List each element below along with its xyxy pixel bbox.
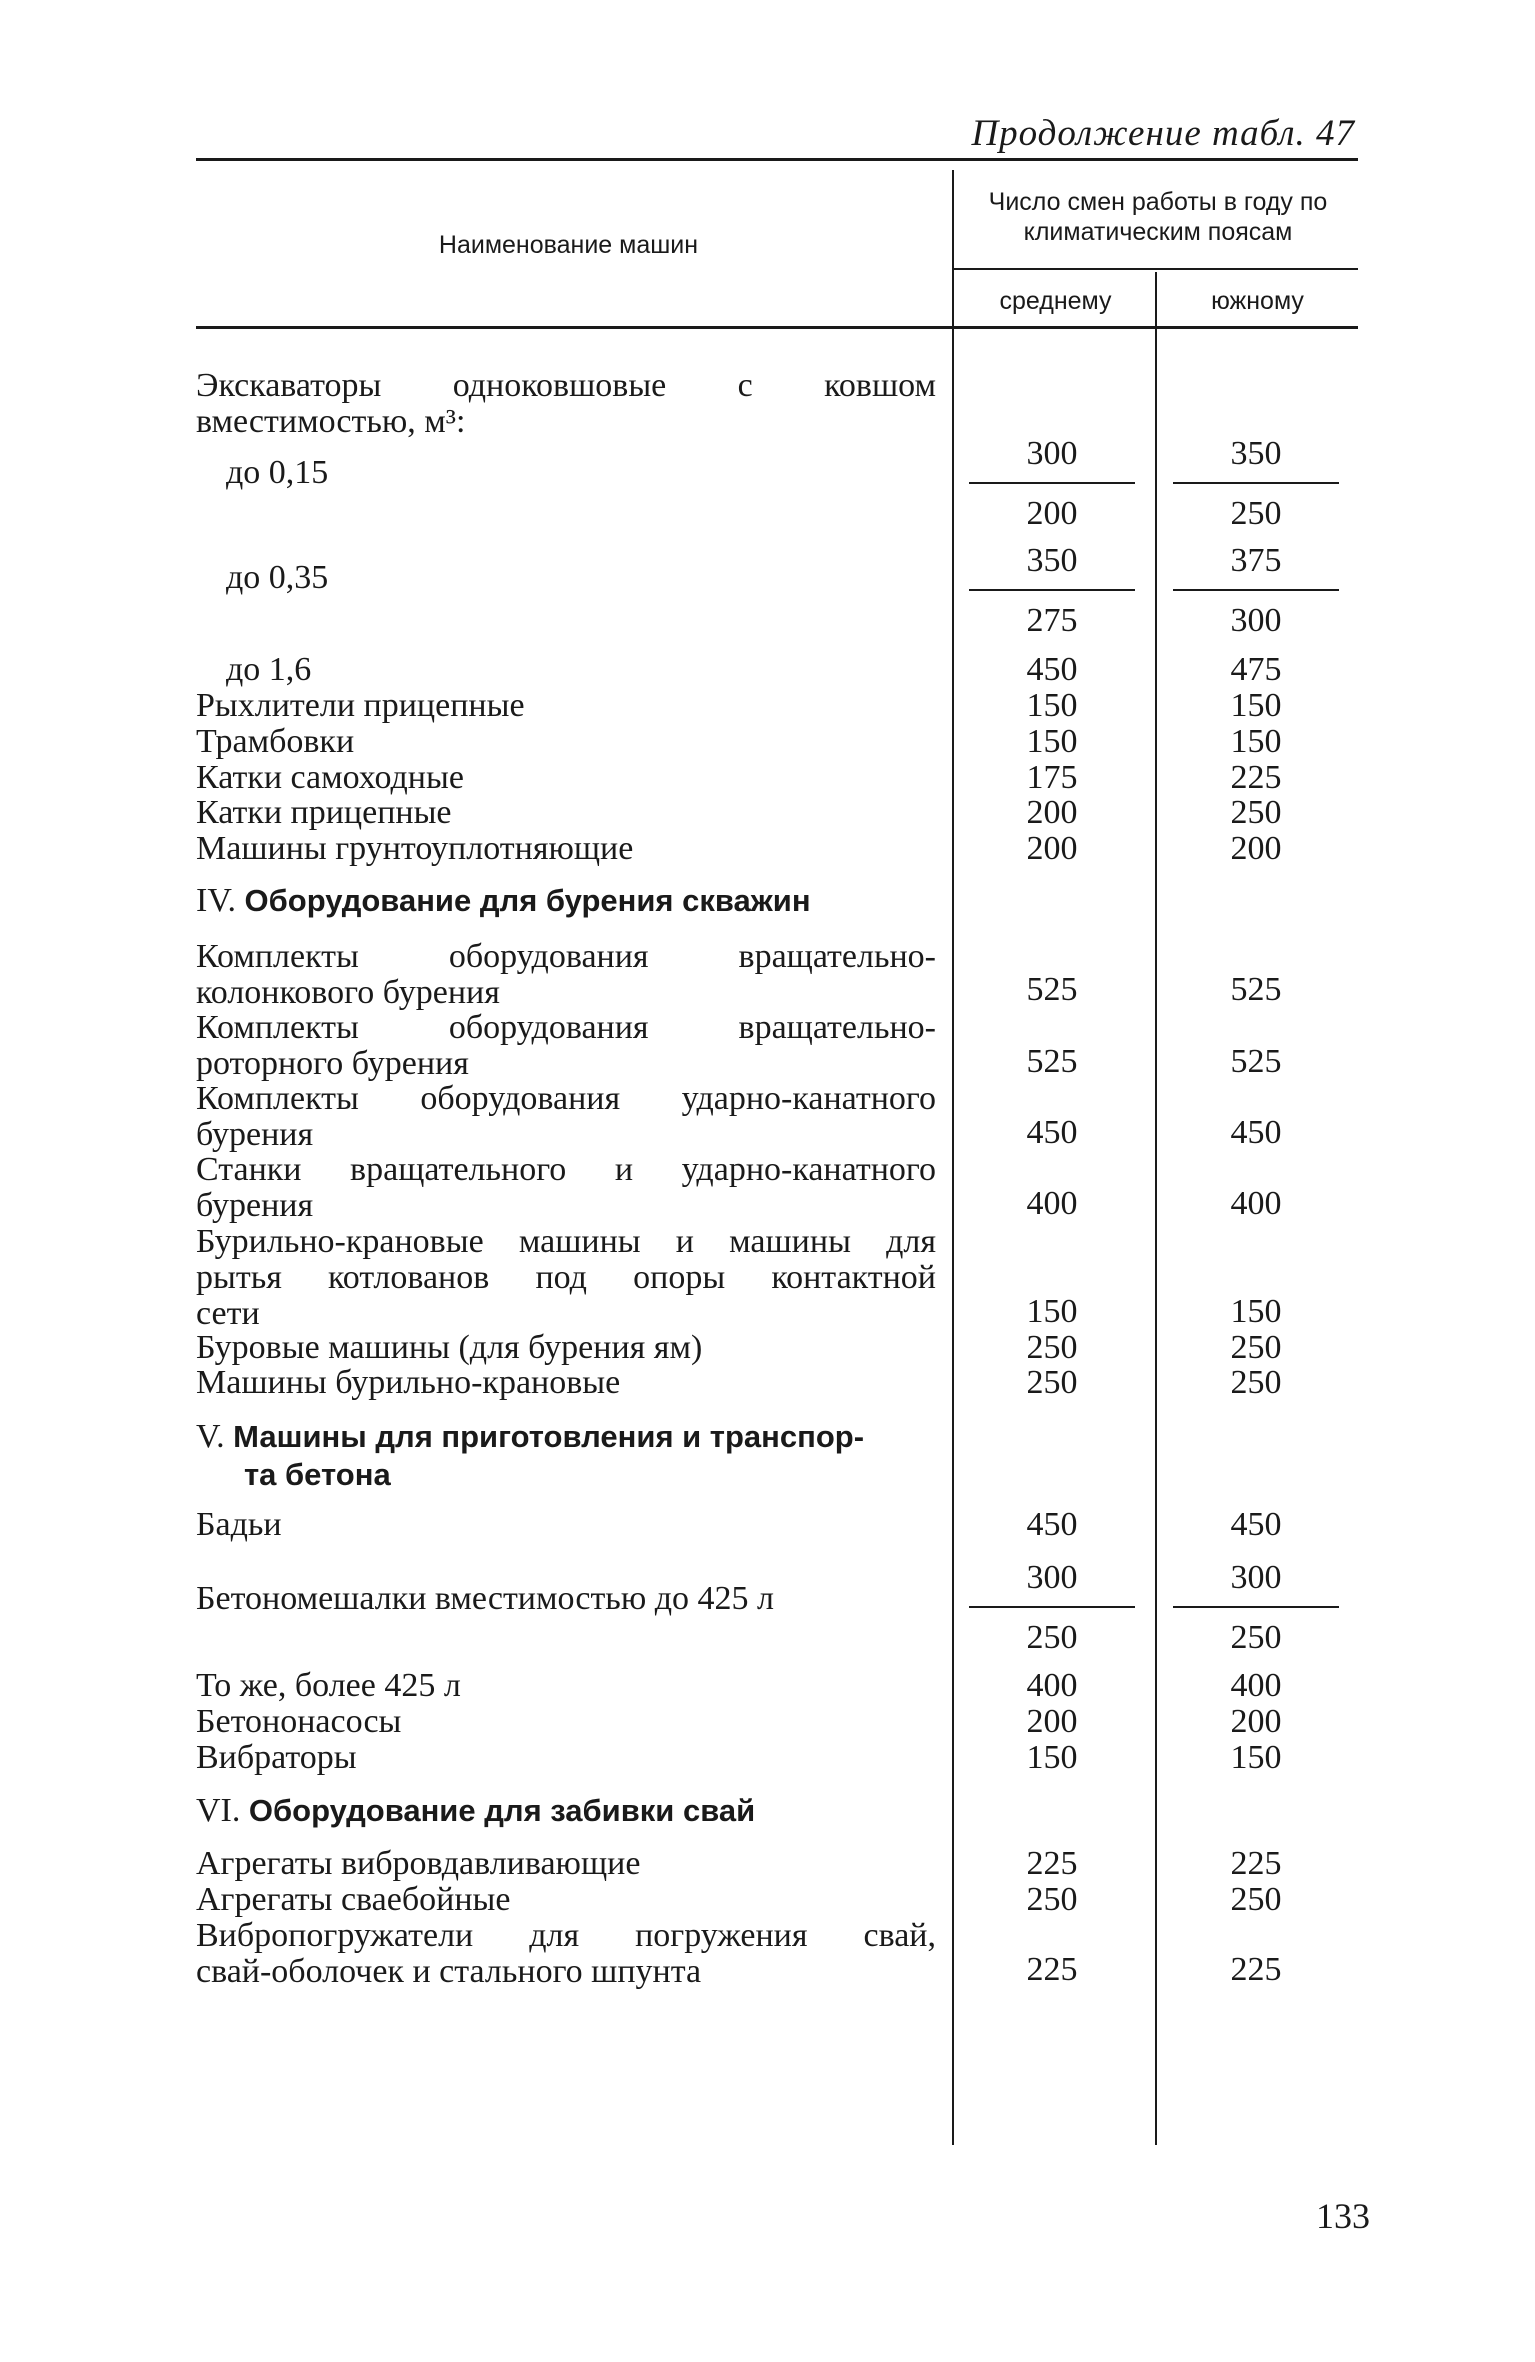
header-shifts-per-year: Число смен работы в году по климатическим поясам — [988, 188, 1328, 246]
bur-kran-line1: Бурильно-крановые машины и машины для — [196, 1223, 936, 1260]
ripper-label: Рыхлители прицепные — [196, 687, 525, 724]
drill-kit-3-middle: 450 — [1026, 1114, 1078, 1151]
vibrators-south: 150 — [1230, 1739, 1282, 1776]
fraction-top: 300 — [1230, 1559, 1282, 1596]
section-iv-heading — [196, 882, 941, 920]
pile-drivers-label: Агрегаты сваебойные — [196, 1881, 511, 1918]
tubs-label: Бадьи — [196, 1506, 282, 1543]
roller-trailed-middle: 200 — [1026, 794, 1078, 831]
page-number: 133 — [1316, 2196, 1370, 2236]
excavator-015-south — [1181, 436, 1331, 532]
section-v-title-line2: та бетона — [244, 1457, 391, 1492]
drill-rig-middle: 400 — [1026, 1185, 1078, 1222]
drill-kit-3-line1: Комплекты оборудования ударно-канатного — [196, 1080, 936, 1117]
ripper-middle: 150 — [1026, 687, 1078, 724]
section-iv-number: IV. — [196, 882, 236, 919]
bur-kran-middle: 150 — [1026, 1293, 1078, 1330]
compactor-south: 200 — [1230, 830, 1282, 867]
bur-kran-line2: рытья котлованов под опоры контактной — [196, 1259, 936, 1296]
drill-rig-line2: бурения — [196, 1187, 314, 1224]
fraction-bottom: 200 — [1026, 495, 1078, 532]
pile-drivers-middle: 250 — [1026, 1881, 1078, 1918]
bur-kran-machines-middle: 250 — [1026, 1364, 1078, 1401]
bur-kran-machines-label: Машины бурильно-крановые — [196, 1364, 621, 1401]
header-bottom-rule — [196, 326, 1358, 329]
roller-self-middle: 175 — [1026, 759, 1078, 796]
roller-trailed-south: 250 — [1230, 794, 1282, 831]
bur-kran-line3: сети — [196, 1295, 260, 1332]
drill-kit-2-line2: роторного бурения — [196, 1045, 469, 1082]
bur-machines-label: Буровые машины (для бурения ям) — [196, 1329, 703, 1366]
drill-kit-1-south: 525 — [1230, 971, 1282, 1008]
excavator-035-south — [1181, 543, 1331, 639]
drill-kit-1-line2: колонкового бурения — [196, 974, 500, 1011]
bur-machines-south: 250 — [1230, 1329, 1282, 1366]
vib-sinker-line2: свай-оболочек и стального шпунта — [196, 1953, 702, 1990]
pumps-middle: 200 — [1026, 1703, 1078, 1740]
vibrators-middle: 150 — [1026, 1739, 1078, 1776]
excavator-015-label: до 0,15 — [226, 454, 329, 491]
tamper-middle: 150 — [1026, 723, 1078, 760]
drill-rig-line1: Станки вращательного и ударно-канатного — [196, 1151, 936, 1188]
mixers-label: Бетономешалки вместимостью до 425 л — [196, 1580, 774, 1617]
vib-sinker-label — [196, 1918, 936, 1990]
fraction-top: 350 — [1230, 435, 1282, 472]
header-middle-zone: среднему — [999, 287, 1112, 315]
roller-trailed-label: Катки прицепные — [196, 794, 452, 831]
drill-kit-2-south: 525 — [1230, 1043, 1282, 1080]
header-subrule — [953, 268, 1358, 270]
section-vi-heading — [196, 1792, 941, 1830]
mixers-middle — [977, 1560, 1127, 1656]
roller-self-south: 225 — [1230, 759, 1282, 796]
excavators-title — [196, 368, 936, 440]
mixers-big-south: 400 — [1230, 1667, 1282, 1704]
fraction-top: 350 — [1026, 542, 1078, 579]
section-v-title-line1: Машины для приготовления и транспор- — [233, 1419, 865, 1454]
compactor-middle: 200 — [1026, 830, 1078, 867]
fraction-top: 300 — [1026, 435, 1078, 472]
fraction-bottom: 250 — [1230, 495, 1282, 532]
excavator-035-middle — [977, 543, 1127, 639]
top-rule — [196, 158, 1358, 161]
excavator-16-south: 475 — [1230, 651, 1282, 688]
ripper-south: 150 — [1230, 687, 1282, 724]
fraction-bottom: 275 — [1026, 602, 1078, 639]
column-divider-2 — [1155, 272, 1157, 2145]
bur-kran-machines-south: 250 — [1230, 1364, 1282, 1401]
pumps-label: Бетононасосы — [196, 1703, 402, 1740]
roller-self-label: Катки самоходные — [196, 759, 464, 796]
drill-kit-1-line1: Комплекты оборудования вращательно- — [196, 938, 936, 975]
bur-kran-label — [196, 1224, 936, 1332]
tamper-label: Трамбовки — [196, 723, 355, 760]
fraction-bottom: 250 — [1026, 1619, 1078, 1656]
bur-kran-south: 150 — [1230, 1293, 1282, 1330]
compactor-label: Машины грунтоуплотняющие — [196, 830, 634, 867]
excavators-title-line1: Экскаваторы одноковшовые с ковшом — [196, 367, 936, 404]
table-continuation-caption: Продолжение табл. 47 — [971, 113, 1355, 154]
header-machine-name: Наименование машин — [438, 231, 699, 259]
drill-kit-1-label — [196, 939, 936, 1011]
drill-kit-2-middle: 525 — [1026, 1043, 1078, 1080]
pumps-south: 200 — [1230, 1703, 1282, 1740]
header-south-zone: южному — [1211, 287, 1304, 315]
excavator-16-middle: 450 — [1026, 651, 1078, 688]
section-v-heading — [196, 1418, 941, 1494]
drill-rig-south: 400 — [1230, 1185, 1282, 1222]
tamper-south: 150 — [1230, 723, 1282, 760]
drill-kit-3-label — [196, 1081, 936, 1153]
drill-rig-label — [196, 1152, 936, 1224]
section-v-number: V. — [196, 1418, 225, 1455]
mixers-south — [1181, 1560, 1331, 1656]
drill-kit-3-line2: бурения — [196, 1116, 314, 1153]
vib-sinker-middle: 225 — [1026, 1951, 1078, 1988]
excavators-title-line2: вместимостью, м³: — [196, 403, 466, 440]
fraction-top: 300 — [1026, 1559, 1078, 1596]
pile-drivers-south: 250 — [1230, 1881, 1282, 1918]
vib-sinker-line1: Вибропогружатели для погружения свай, — [196, 1917, 936, 1954]
tubs-middle: 450 — [1026, 1506, 1078, 1543]
excavator-035-label: до 0,35 — [226, 559, 329, 596]
vib-press-label: Агрегаты вибровдавливающие — [196, 1845, 641, 1882]
tubs-south: 450 — [1230, 1506, 1282, 1543]
section-vi-number: VI. — [196, 1792, 241, 1829]
bur-machines-middle: 250 — [1026, 1329, 1078, 1366]
drill-kit-2-label — [196, 1010, 936, 1082]
fraction-bottom: 300 — [1230, 602, 1282, 639]
mixers-big-middle: 400 — [1026, 1667, 1078, 1704]
drill-kit-1-middle: 525 — [1026, 971, 1078, 1008]
excavator-16-label: до 1,6 — [226, 651, 312, 688]
vibrators-label: Вибраторы — [196, 1739, 357, 1776]
drill-kit-2-line1: Комплекты оборудования вращательно- — [196, 1009, 936, 1046]
section-vi-title: Оборудование для забивки свай — [248, 1793, 756, 1828]
excavator-015-middle — [977, 436, 1127, 532]
fraction-top: 375 — [1230, 542, 1282, 579]
fraction-bottom: 250 — [1230, 1619, 1282, 1656]
vib-press-middle: 225 — [1026, 1845, 1078, 1882]
vib-sinker-south: 225 — [1230, 1951, 1282, 1988]
section-iv-title: Оборудование для бурения скважин — [244, 883, 811, 918]
vib-press-south: 225 — [1230, 1845, 1282, 1882]
mixers-big-label: То же, более 425 л — [196, 1667, 461, 1704]
drill-kit-3-south: 450 — [1230, 1114, 1282, 1151]
